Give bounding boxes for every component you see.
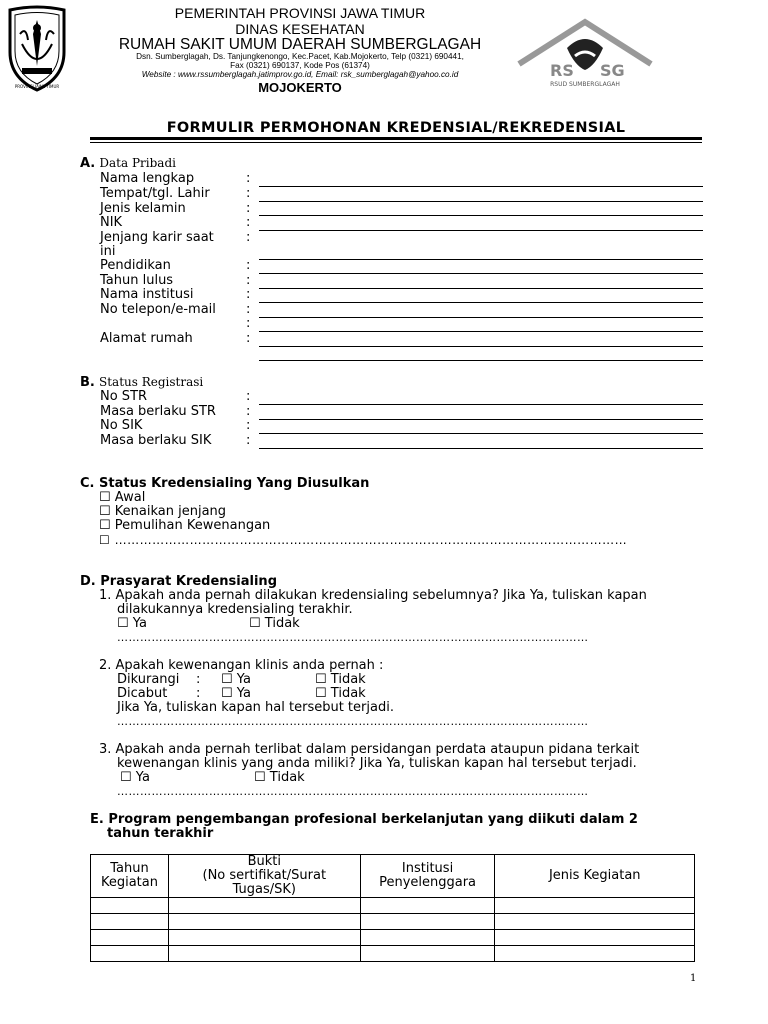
col-header-line: Penyelenggara: [379, 875, 477, 890]
table-cell[interactable]: [168, 914, 360, 930]
field-no-telepon[interactable]: [259, 317, 703, 318]
table-cell[interactable]: [495, 914, 695, 930]
checkbox-pemulihan-kewenangan[interactable]: ☐ Pemulihan Kewenangan: [99, 518, 271, 533]
col-institusi: [360, 855, 495, 898]
colon: :: [246, 331, 251, 346]
table-cell[interactable]: [360, 946, 495, 962]
table-cell[interactable]: [360, 898, 495, 914]
q1-ya-checkbox[interactable]: ☐ Ya: [117, 616, 147, 631]
col-header-line: Jenis Kegiatan: [548, 868, 641, 883]
question-3: 3. Apakah anda pernah terlibat dalam persidangan perdata ataupun pidana terkait: [99, 742, 640, 757]
cpd-table: [90, 854, 695, 962]
label-masa-berlaku-sik: Masa berlaku SIK: [100, 433, 212, 448]
q1-tidak-checkbox[interactable]: ☐ Tidak: [249, 616, 300, 631]
table-cell[interactable]: [168, 930, 360, 946]
section-b-letter: B.: [80, 375, 95, 390]
colon: :: [246, 418, 251, 433]
checkbox-kenaikan-jenjang[interactable]: ☐ Kenaikan jenjang: [99, 504, 227, 519]
section-a-letter: A.: [80, 156, 96, 171]
table-cell[interactable]: [168, 898, 360, 914]
question-3-cont: kewenangan klinis yang anda miliki? Jika Ya, tuliskan kapan hal tersebut terjadi.: [117, 756, 637, 771]
table-row: [91, 946, 695, 962]
field-nama-institusi[interactable]: [259, 302, 703, 303]
section-b-title: Status Registrasi: [99, 375, 204, 389]
label-alamat-rumah: Alamat rumah: [100, 331, 193, 346]
section-a-title: Data Pribadi: [99, 156, 176, 170]
header-agency: DINAS KESEHATAN: [235, 21, 365, 37]
q2-dicabut-label: Dicabut: [117, 686, 168, 701]
colon: :: [246, 273, 251, 288]
table-cell[interactable]: [495, 946, 695, 962]
logo-caption: RSUD SUMBERGLAGAH: [550, 81, 620, 88]
header-address-1: Dsn. Sumberglagah, Ds. Tanjungkenongo, Kec.Pacet, Kab.Mojokerto, Telp (0321) 690441,: [136, 52, 464, 61]
field-masa-berlaku-str[interactable]: [259, 419, 703, 420]
table-cell[interactable]: [91, 946, 169, 962]
col-jenis-kegiatan: [495, 855, 695, 898]
label-jenjang-karir: Jenjang karir saat: [100, 230, 214, 245]
logo-sg-text: SG: [600, 61, 625, 80]
logo-rs-text: RS: [550, 61, 574, 80]
q3-ya-checkbox[interactable]: ☐ Ya: [120, 770, 150, 785]
col-bukti: [168, 855, 360, 898]
section-d-title: D. Prasyarat Kredensialing: [80, 574, 277, 589]
table-cell[interactable]: [495, 898, 695, 914]
label-tahun-lulus: Tahun lulus: [100, 273, 174, 288]
table-cell[interactable]: [495, 930, 695, 946]
page-number: 1: [690, 973, 697, 984]
question-1-cont: dilakukannya kredensialing terakhir.: [117, 602, 353, 617]
table-row: [91, 930, 695, 946]
q3-answer-dots[interactable]: ……………………………………………………………………………………………………………: [117, 785, 589, 798]
label-no-str: No STR: [100, 389, 148, 404]
colon: :: [246, 404, 251, 419]
label-jenjang-karir-cont: ini: [100, 244, 116, 259]
label-no-telepon: No telepon/e-mail: [100, 302, 216, 317]
q2-dikurangi-tidak-checkbox[interactable]: ☐ Tidak: [315, 672, 366, 687]
colon: :: [246, 302, 251, 317]
emblem-caption: PROVINSI JAWA TIMUR: [14, 84, 60, 89]
section-c-title: C. Status Kredensialing Yang Diusulkan: [80, 476, 370, 491]
field-pendidikan[interactable]: [259, 273, 703, 274]
header-website: Website : www.rssumberglagah.jatimprov.go.id, Email: rsk_sumberglagah@yahoo.co.id: [141, 70, 459, 79]
colon: :: [246, 389, 251, 404]
label-nama-lengkap: Nama lengkap: [100, 171, 195, 186]
field-tempat-tgl-lahir[interactable]: [259, 201, 703, 202]
label-nik: NIK: [100, 215, 123, 230]
colon: :: [246, 287, 251, 302]
q3-tidak-checkbox[interactable]: ☐ Tidak: [254, 770, 305, 785]
section-e-title: E. Program pengembangan profesional berkelanjutan yang diikuti dalam 2: [90, 812, 638, 827]
section-b-heading: [80, 375, 203, 390]
field-nama-lengkap[interactable]: [259, 186, 703, 187]
colon: :: [246, 316, 251, 331]
section-a-heading: [80, 156, 176, 171]
table-cell[interactable]: [91, 930, 169, 946]
q2-note: Jika Ya, tuliskan kapan hal tersebut terjadi.: [117, 700, 394, 715]
form-title: FORMULIR PERMOHONAN KREDENSIAL/REKREDENSIAL: [166, 120, 626, 136]
header-divider-thin: [90, 142, 702, 143]
checkbox-lainnya[interactable]: ☐ ……………………………………………………………………………………………………………: [99, 533, 628, 547]
colon: :: [246, 433, 251, 448]
col-tahun-kegiatan: [91, 855, 169, 898]
table-header-row: [91, 855, 695, 898]
field-tahun-lulus[interactable]: [259, 288, 703, 289]
q2-dikurangi-label: Dikurangi: [117, 672, 180, 687]
label-no-sik: No SIK: [100, 418, 143, 433]
colon: :: [246, 258, 251, 273]
label-masa-berlaku-str: Masa berlaku STR: [100, 404, 216, 419]
col-header-line: Bukti: [247, 854, 281, 869]
table-row: [91, 898, 695, 914]
field-alamat-rumah[interactable]: [259, 346, 703, 347]
label-nama-institusi: Nama institusi: [100, 287, 194, 302]
table-cell[interactable]: [91, 914, 169, 930]
question-2: 2. Apakah kewenangan klinis anda pernah :: [99, 658, 384, 673]
label-tempat-tgl-lahir: Tempat/tgl. Lahir: [100, 186, 210, 201]
table-cell[interactable]: [168, 946, 360, 962]
header-city: MOJOKERTO: [258, 80, 342, 95]
table-row: [91, 914, 695, 930]
field-nik[interactable]: [259, 230, 703, 231]
field-no-sik[interactable]: [259, 433, 703, 434]
checkbox-awal[interactable]: ☐ Awal: [99, 490, 146, 505]
col-header-line: Institusi: [401, 861, 454, 876]
colon: :: [196, 672, 201, 687]
q2-dicabut-tidak-checkbox[interactable]: ☐ Tidak: [315, 686, 366, 701]
colon: :: [246, 201, 251, 216]
colon: :: [246, 215, 251, 230]
jatim-emblem-logo: [2, 4, 72, 92]
field-email[interactable]: [259, 331, 703, 332]
field-masa-berlaku-sik[interactable]: [259, 448, 703, 449]
table-cell[interactable]: [360, 930, 495, 946]
colon: :: [246, 171, 251, 186]
col-header-line: Tahun: [110, 861, 149, 876]
col-header-line: Kegiatan: [100, 875, 158, 890]
header-government: PEMERINTAH PROVINSI JAWA TIMUR: [174, 5, 426, 21]
header-hospital-name: RUMAH SAKIT UMUM DAERAH SUMBERGLAGAH: [118, 36, 482, 53]
field-no-str[interactable]: [259, 404, 703, 405]
field-jenis-kelamin[interactable]: [259, 215, 703, 216]
col-header-line: (No sertifikat/Surat: [202, 868, 327, 883]
header-divider-thick: [90, 137, 702, 140]
question-1: 1. Apakah anda pernah dilakukan kredensialing sebelumnya? Jika Ya, tuliskan kapan: [99, 588, 647, 603]
q1-answer-dots[interactable]: ……………………………………………………………………………………………………………: [117, 631, 589, 644]
table-cell[interactable]: [360, 914, 495, 930]
rsud-sumberglagah-logo: [515, 18, 655, 90]
section-e-title-cont: tahun terakhir: [107, 826, 214, 841]
field-alamat-rumah-2[interactable]: [259, 360, 703, 361]
colon: :: [246, 230, 251, 245]
col-header-line: Tugas/SK): [232, 882, 296, 897]
q2-dicabut-ya-checkbox[interactable]: ☐ Ya: [221, 686, 251, 701]
table-cell[interactable]: [91, 898, 169, 914]
colon: :: [246, 186, 251, 201]
header-address-2: Fax (0321) 690137, Kode Pos (61374): [230, 61, 370, 70]
colon: :: [196, 686, 201, 701]
q2-dikurangi-ya-checkbox[interactable]: ☐ Ya: [221, 672, 251, 687]
q2-answer-dots[interactable]: ……………………………………………………………………………………………………………: [117, 715, 589, 728]
label-jenis-kelamin: Jenis kelamin: [100, 201, 186, 216]
field-jenjang-karir[interactable]: [259, 259, 703, 260]
label-pendidikan: Pendidikan: [100, 258, 171, 273]
